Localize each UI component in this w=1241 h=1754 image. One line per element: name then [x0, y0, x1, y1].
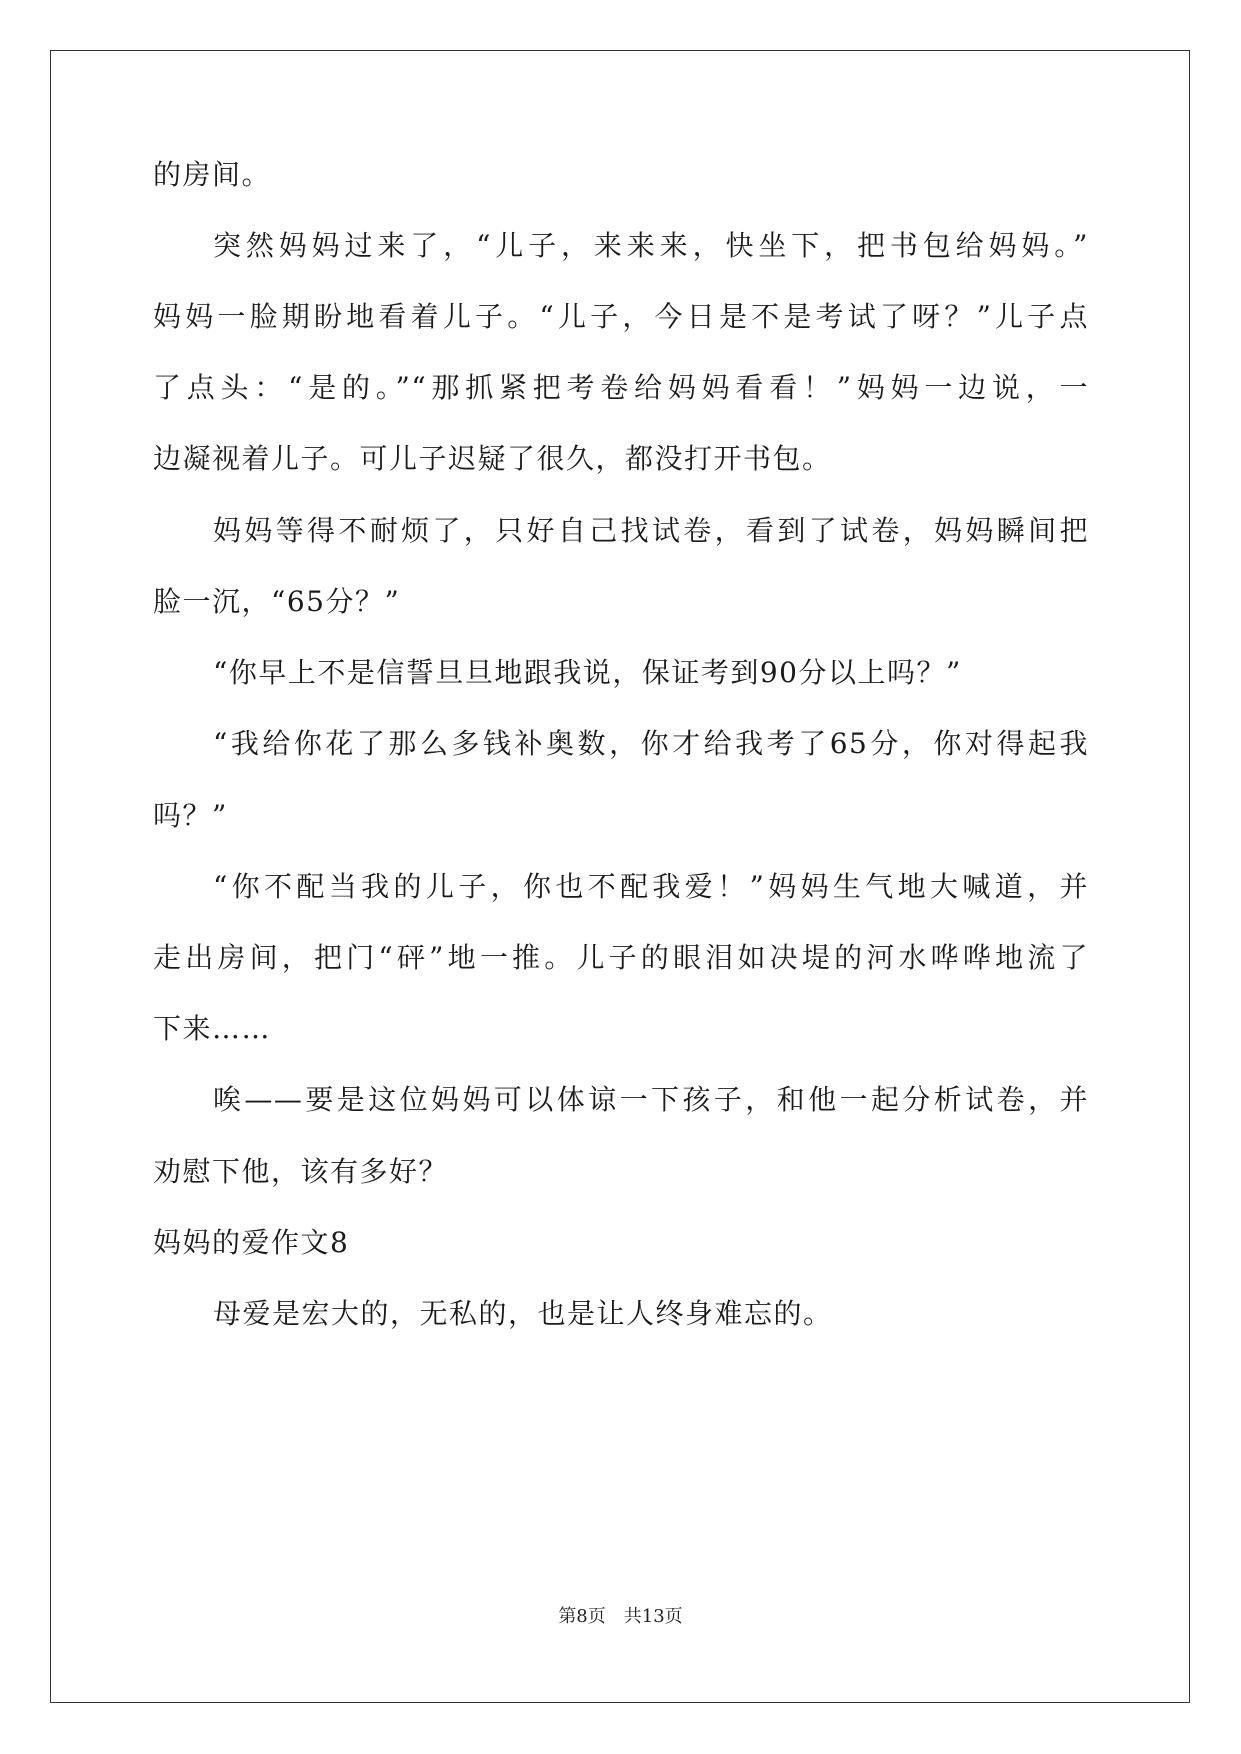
text-line: 了点头：“是的。”“那抓紧把考卷给妈妈看看！”妈妈一边说，一 [153, 371, 1089, 404]
page-number: 第8页 [558, 1606, 606, 1627]
page-total: 共13页 [623, 1606, 683, 1627]
text-line: 妈妈一脸期盼地看着儿子。“儿子，今日是不是考试了呀？”儿子点 [153, 300, 1089, 333]
text-line: 母爱是宏大的，无私的，也是让人终身难忘的。 [213, 1297, 833, 1330]
text-line: “我给你花了那么多钱补奥数，你才给我考了65分，你对得起我 [213, 727, 1089, 760]
text-line: 突然妈妈过来了，“儿子，来来来，快坐下，把书包给妈妈。” [213, 229, 1089, 262]
text-line: 下来…… [153, 1012, 272, 1045]
text-line: 走出房间，把门“砰”地一推。儿子的眼泪如决堤的河水哗哗地流了 [153, 941, 1089, 974]
text-line: 边凝视着儿子。可儿子迟疑了很久，都没打开书包。 [153, 442, 832, 475]
text-line: “你不配当我的儿子，你也不配我爱！”妈妈生气地大喊道，并 [213, 870, 1089, 903]
section-heading: 妈妈的爱作文8 [153, 1226, 350, 1259]
page-footer [0, 1605, 1241, 1629]
text-line: 劝慰下他，该有多好？ [153, 1155, 449, 1188]
text-line: 的房间。 [153, 158, 272, 191]
text-line: 吗？” [153, 799, 228, 832]
text-line: “你早上不是信誓旦旦地跟我说，保证考到90分以上吗？” [213, 656, 962, 689]
text-line: 脸一沉，“65分？” [153, 585, 401, 618]
text-line: 妈妈等得不耐烦了，只好自己找试卷，看到了试卷，妈妈瞬间把 [213, 514, 1089, 547]
text-line: 唉——要是这位妈妈可以体谅一下孩子，和他一起分析试卷，并 [213, 1083, 1089, 1116]
